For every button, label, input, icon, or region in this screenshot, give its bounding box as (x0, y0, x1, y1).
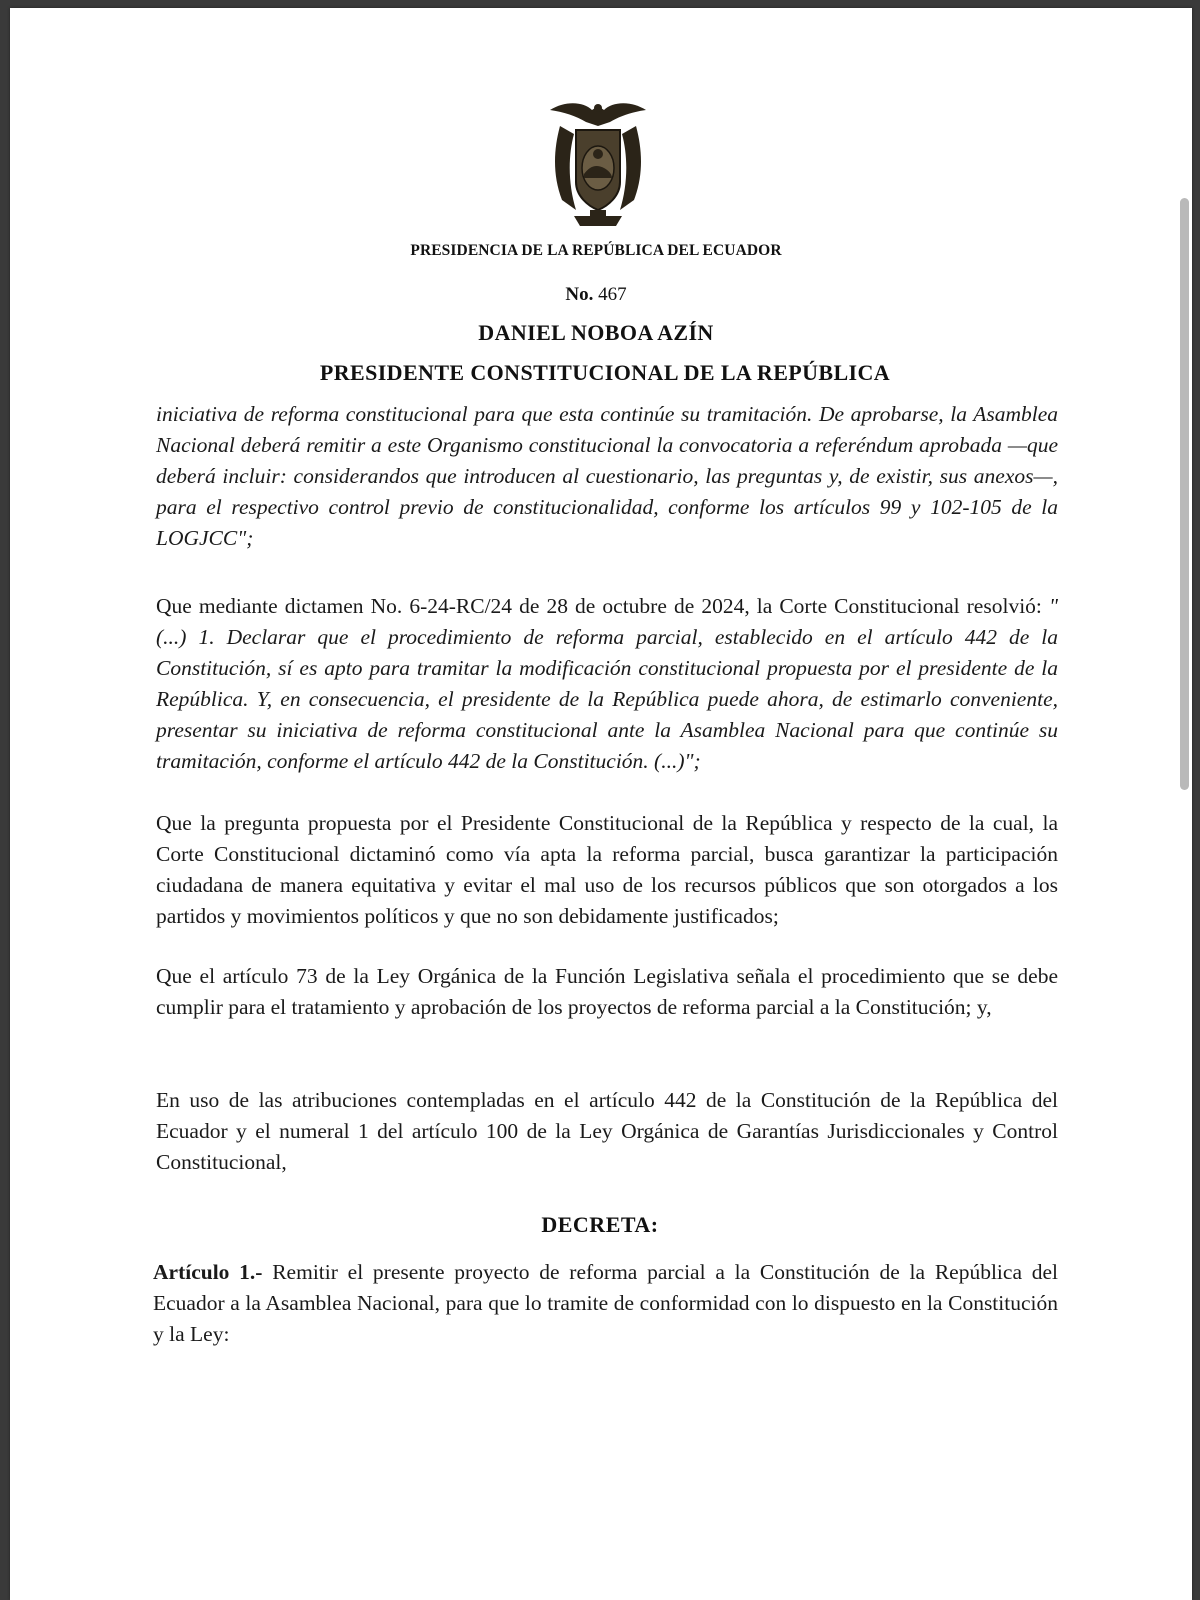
coat-of-arms-icon (546, 92, 650, 232)
decree-number-line (0, 284, 1192, 306)
paragraph-dictamen-quote: "(...) 1. Declarar que el procedimiento de reforma parcial, establecido en el artículo 442 de la Constitución, sí es apto para tramitar la modificación constitucional propuesta por el presidente de la República. Y, en consecuencia, el presidente de la República puede ahora, de estimarlo conveniente, presentar su iniciativa de reforma constitucional ante la Asamblea Nacional para que continúe su tramitación, conforme el artículo 442 de la Constitución. (...)"; (156, 594, 1058, 773)
paragraph-pregunta: Que la pregunta propuesta por el Presidente Constitucional de la República y respecto de la cual, la Corte Constitucional dictaminó como vía apta la reforma parcial, busca garantizar la participación ciudadana de manera equitativa y evitar el mal uso de los recursos públicos que son otorgados a los partidos y movimientos políticos y que no son debidamente justificados; (156, 811, 1058, 928)
decree-number-label: No. (565, 284, 594, 305)
article-1 (153, 1257, 1058, 1350)
paragraph-dictamen-lead: Que mediante dictamen No. 6-24-RC/24 de 28 de octubre de 2024, la Corte Constitucional resolvió: (156, 594, 1049, 618)
president-name: DANIEL NOBOA AZÍN (478, 320, 714, 345)
article-1-text: Remitir el presente proyecto de reforma parcial a la Constitución de la República del Ecuador a la Asamblea Nacional, para que lo tramite de conformidad con lo dispuesto en la Constitución y la Ley: (153, 1260, 1058, 1346)
institution-name: PRESIDENCIA DE LA REPÚBLICA DEL ECUADOR (410, 242, 782, 259)
paragraph-atribuciones: En uso de las atribuciones contempladas en el artículo 442 de la Constitución de la República del Ecuador y el numeral 1 del artículo 100 de la Ley Orgánica de Garantías Jurisdiccionales y Control Constitucional, (156, 1088, 1058, 1174)
paragraph-quote-continuation: iniciativa de reforma constitucional para que esta continúe su tramitación. De aprobarse, la Asamblea Nacional deberá remitir a este Organismo constitucional la convocatoria a referéndum aprobada —que deberá incluir: considerandos que introducen al cuestionario, las preguntas y, de existir, sus anexos—, para el respectivo control previo de constitucionalidad, conforme los artículos 99 y 102-105 de la LOGJCC"; (156, 402, 1058, 550)
article-1-label: Artículo 1.- (153, 1260, 263, 1284)
paragraph-dictamen (156, 591, 1058, 777)
decree-number: 467 (598, 284, 627, 305)
paragraph-articulo-73: Que el artículo 73 de la Ley Orgánica de la Función Legislativa señala el procedimiento que se debe cumplir para el tratamiento y aprobación de los proyectos de reforma parcial a la Constitución; y, (156, 964, 1058, 1019)
president-title: PRESIDENTE CONSTITUCIONAL DE LA REPÚBLICA (319, 360, 891, 385)
decreta-heading: DECRETA: (541, 1212, 659, 1237)
